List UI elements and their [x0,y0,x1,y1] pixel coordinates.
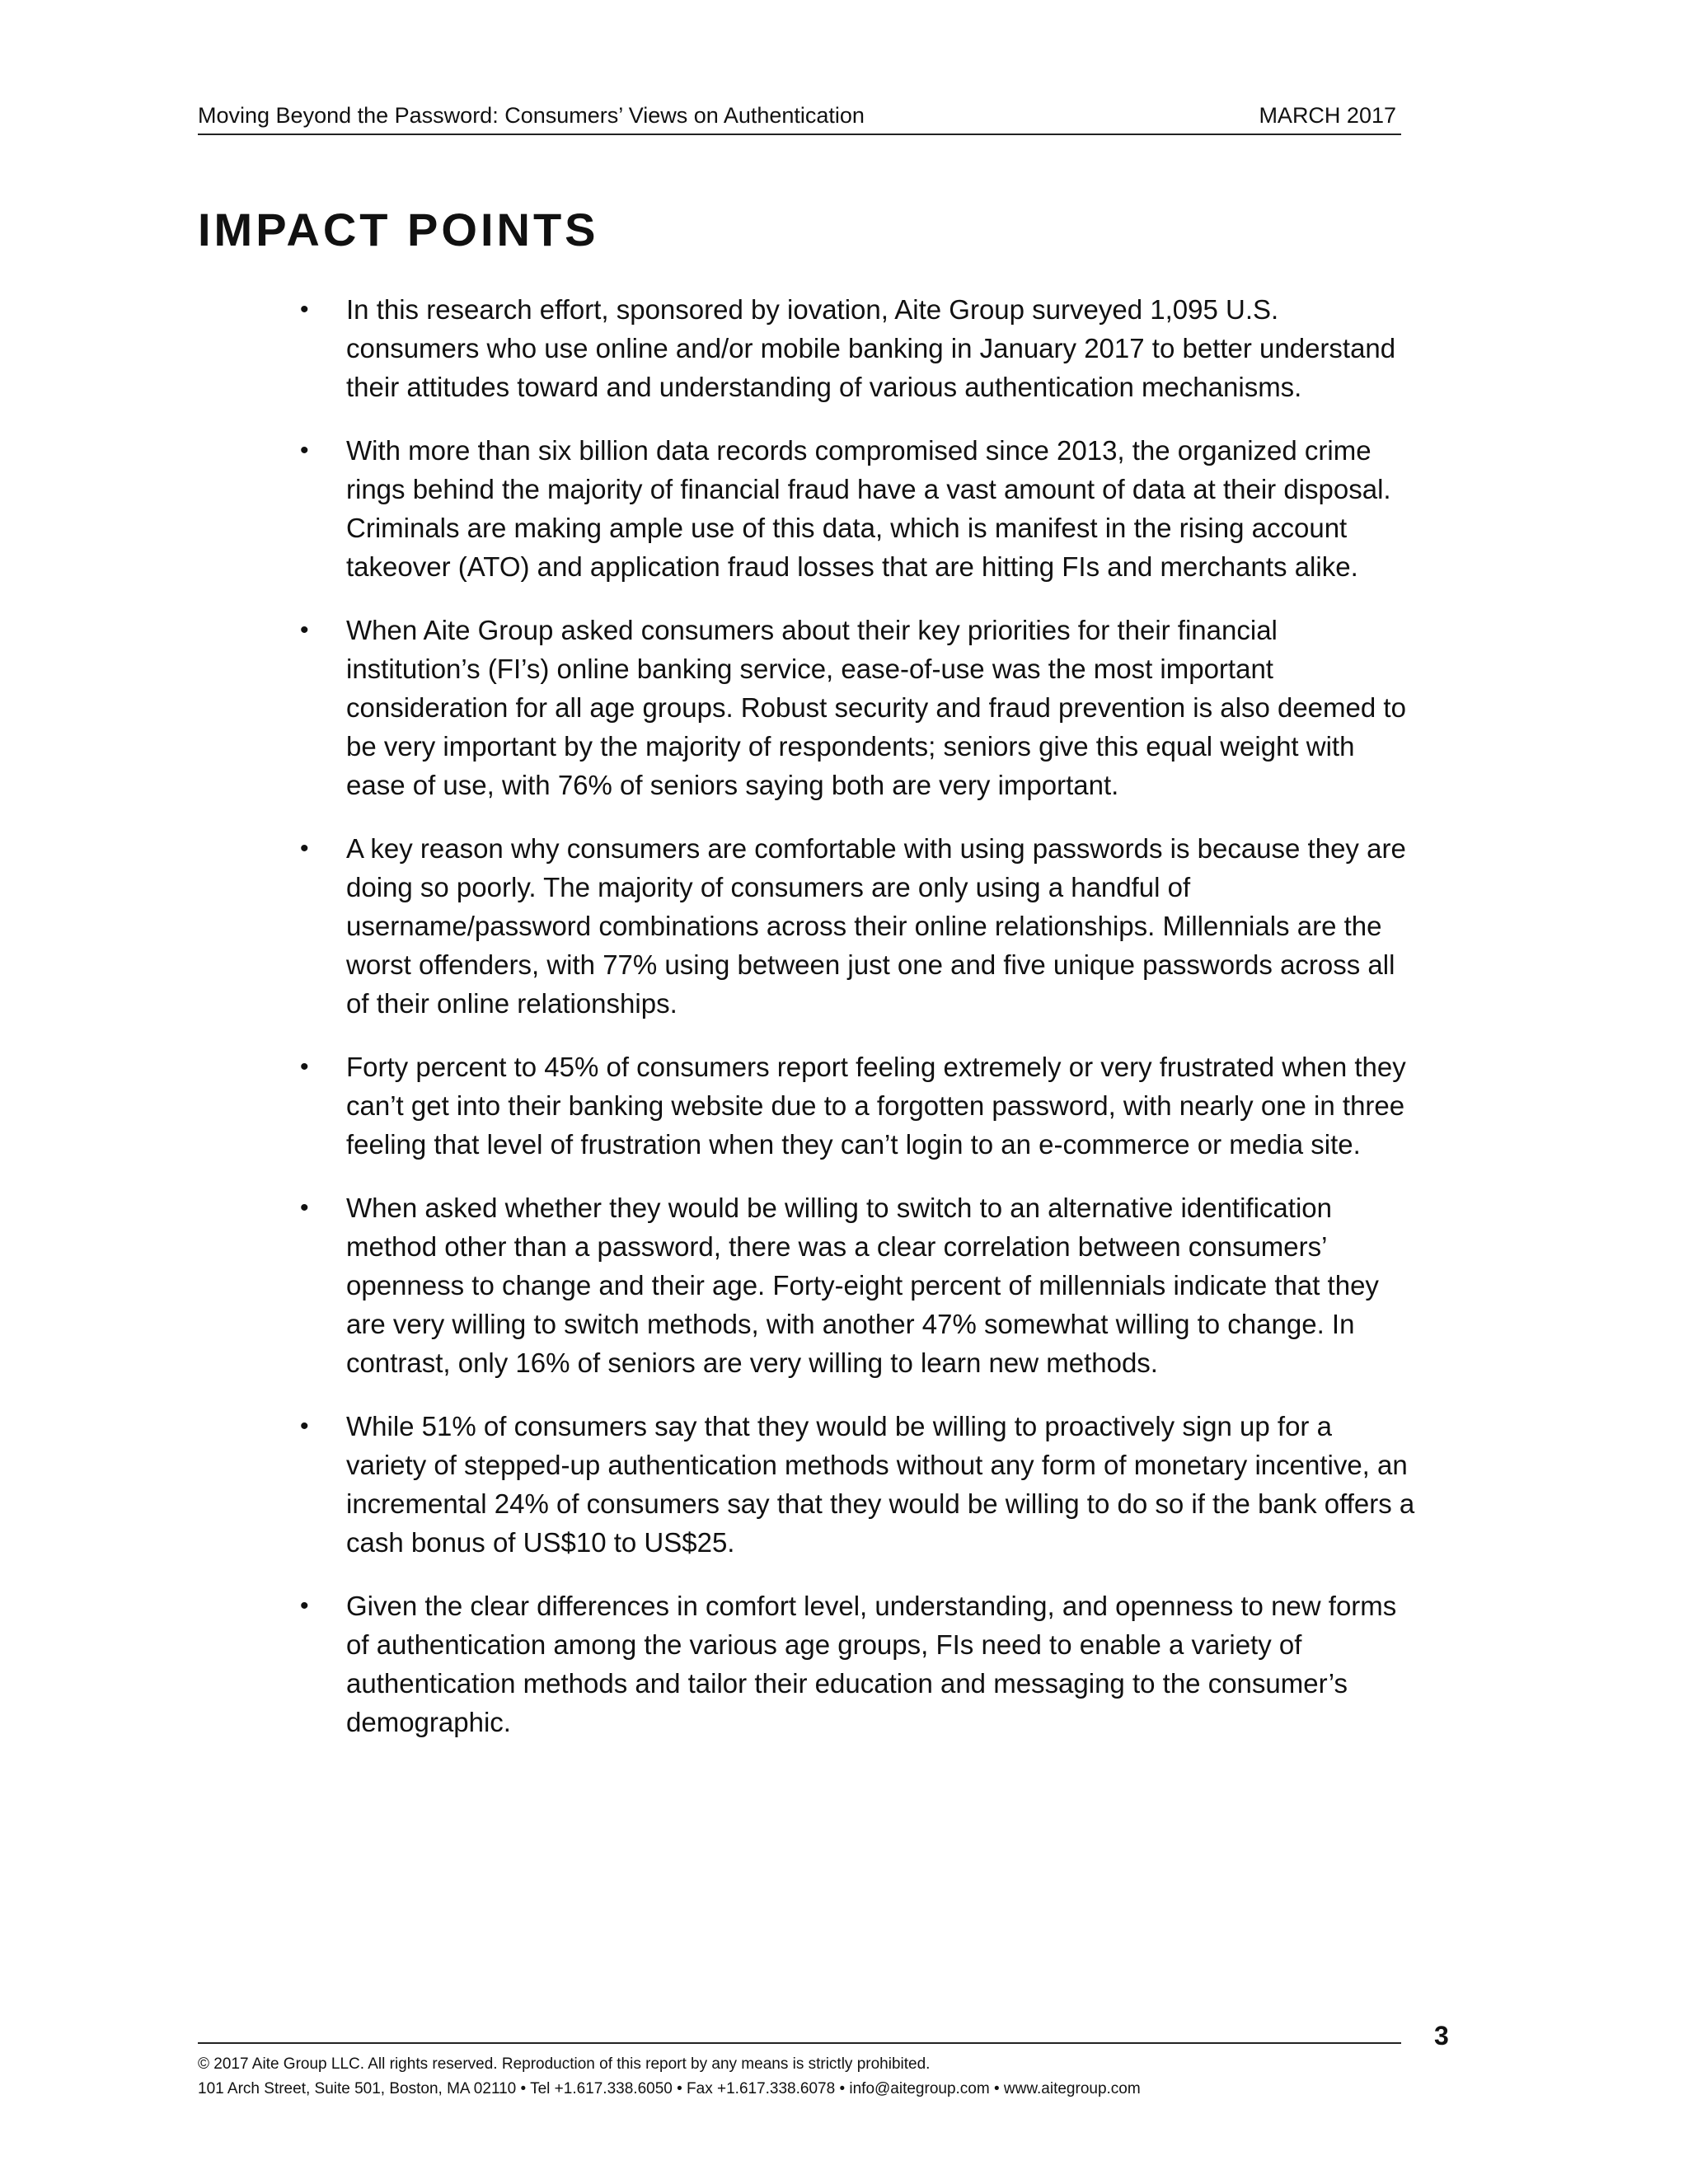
list-item: • Forty percent to 45% of consumers report feeling extremely or very frustrated when they can’t get into their banking website due to a forgotten password, with nearly one in three feeling that level of frustration when they can’t login to an e-commerce or media site. [346,1047,1418,1164]
list-item: • In this research effort, sponsored by iovation, Aite Group surveyed 1,095 U.S. consumers who use online and/or mobile banking in January 2017 to better understand their attitudes toward and understanding of various authentication mechanisms. [346,290,1418,406]
document-title: Moving Beyond the Password: Consumers’ Views on Authentication [198,103,865,128]
list-item: • While 51% of consumers say that they would be willing to proactively sign up for a variety of stepped-up authentication methods without any form of monetary incentive, an incremental 24% of consumers say that they would be willing to do so if the bank offers a cash bonus of US$10 to US$25. [346,1407,1418,1562]
list-item: • When Aite Group asked consumers about their key priorities for their financial institution’s (FI’s) online banking service, ease-of-use was the most important consideration for all age groups. Robust security and fraud prevention is also deemed to be very important by the majority of respondents; seniors give this equal weight with ease of use, with 76% of seniors saying both are very important. [346,611,1418,804]
list-item: • With more than six billion data records compromised since 2013, the organized crime rings behind the majority of financial fraud have a vast amount of data at their disposal. Criminals are making ample use of this data, which is manifest in the rising account takeover (ATO) and application fraud losses that are hitting FIs and merchants alike. [346,431,1418,586]
section-heading: IMPACT POINTS [198,204,599,255]
page-footer [198,2042,1401,2102]
copyright-notice: © 2017 Aite Group LLC. All rights reserved. Reproduction of this report by any means is strictly prohibited. [198,2055,931,2073]
impact-points-list [346,290,1418,1766]
list-item: • Given the clear differences in comfort level, understanding, and openness to new forms of authentication among the various age groups, FIs need to enable a variety of authentication methods and tailor their education and messaging to the consumer’s demographic. [346,1586,1418,1741]
page-number: 3 [1434,2021,1449,2050]
page-header [198,97,1401,135]
list-item: • A key reason why consumers are comfortable with using passwords is because they are doing so poorly. The majority of consumers are only using a handful of username/password combinations across their online relationships. Millennials are the worst offenders, with 77% using between just one and five unique passwords across all of their online relationships. [346,829,1418,1023]
document-date: MARCH 2017 [1259,103,1396,128]
list-item: • When asked whether they would be willing to switch to an alternative identification method other than a password, there was a clear correlation between consumers’ openness to change and their age. Forty-eight percent of millennials indicate that they are very willing to switch methods, with another 47% somewhat willing to change. In contrast, only 16% of seniors are very willing to learn new methods. [346,1188,1418,1382]
contact-address: 101 Arch Street, Suite 501, Boston, MA 02110 • Tel +1.617.338.6050 • Fax +1.617.338.6078 • info@aitegroup.com • www.aitegroup.com [198,2080,1141,2097]
